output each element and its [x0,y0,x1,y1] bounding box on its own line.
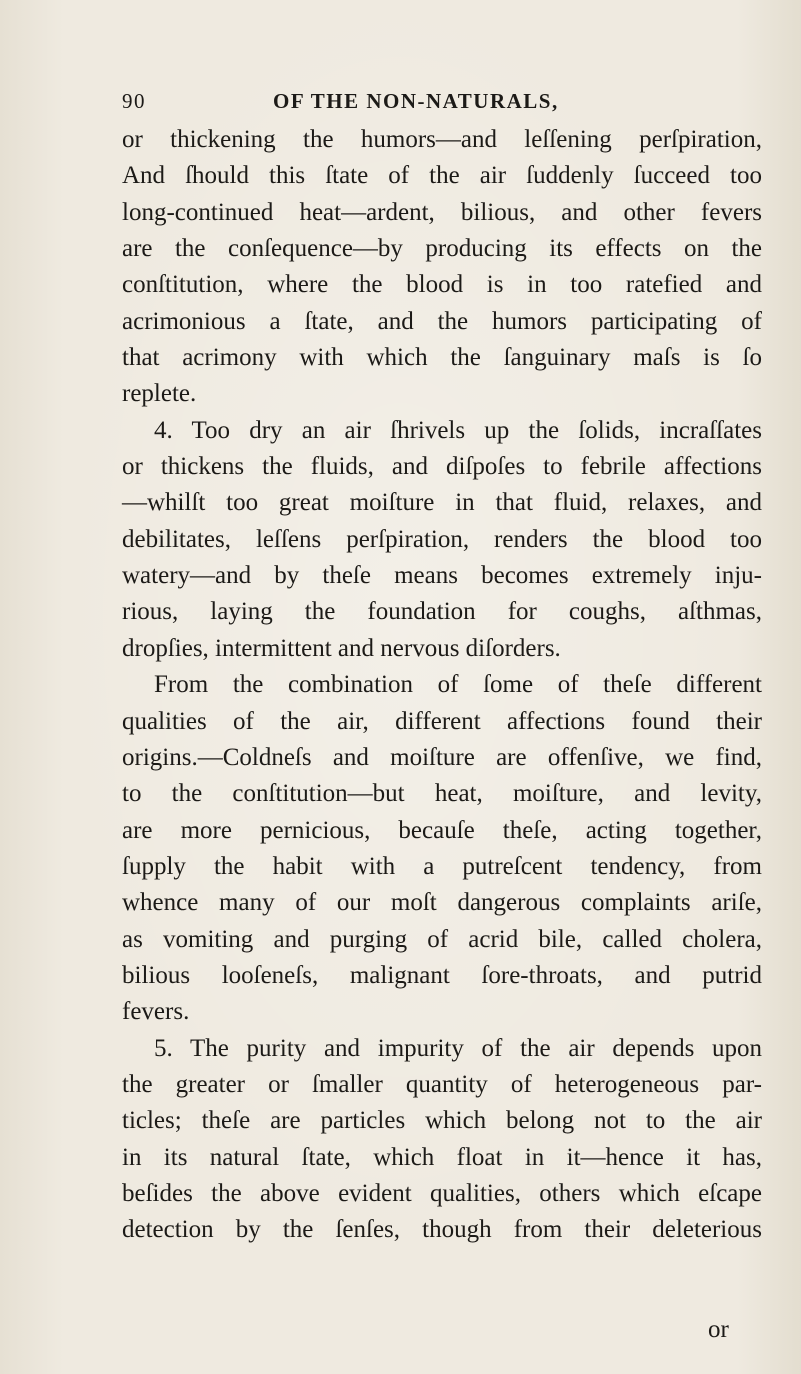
text-line: or thickening the humors—and leſſening perſpiration, [122,126,762,153]
catchword: or [708,1316,729,1343]
text-line: conſtitution, where the blood is in too ratefied and [122,271,762,299]
text-line: 5. The purity and impurity of the air depends upon [154,1034,762,1062]
text-line: beſides the above evident qualities, others which eſcape [122,1179,762,1207]
text-line: as vomiting and purging of acrid bile, called cholera, [122,925,762,953]
text-line: fevers. [122,998,190,1026]
text-line: bilious looſeneſs, malignant ſore-throats, and putrid [122,961,762,989]
text-line: the greater or ſmaller quantity of heterogeneous par- [122,1070,762,1098]
text-line: or thickens the fluids, and diſpoſes to febrile affections [122,453,762,481]
text-line: —whilſt too great moiſture in that fluid, relaxes, and [122,489,762,517]
text-line: rious, laying the foundation for coughs, aſthmas, [122,598,762,626]
text-line: 4. Too dry an air ſhrivels up the ſolids, incraſſates [154,416,762,444]
text-line: replete. [122,380,197,408]
text-line: long-continued heat—ardent, bilious, and other fevers [122,198,762,226]
running-head [122,89,742,121]
text-line: whence many of our moſt dangerous complaints ariſe, [122,889,762,917]
text-line: debilitates, leſſens perſpiration, renders the blood too [122,525,762,553]
text-line: And ſhould this ſtate of the air ſuddenly ſucceed too [122,162,762,190]
text-line: that acrimony with which the ſanguinary maſs is ſo [122,344,762,372]
text-line: are the conſequence—by producing its effects on the [122,235,762,263]
text-line: acrimonious a ſtate, and the humors participating of [122,307,762,335]
text-line: ſupply the habit with a putreſcent tendency, from [122,852,762,880]
text-line: watery—and by theſe means becomes extremely inju- [122,562,762,590]
text-line: dropſies, intermittent and nervous diſorders. [122,634,561,662]
body-text [122,122,762,1249]
page-number: 90 [122,89,146,113]
text-line: origins.—Coldneſs and moiſture are offenſive, we find, [122,743,762,771]
text-line: qualities of the air, different affections found their [122,707,762,735]
text-line: are more pernicious, becauſe theſe, acting together, [122,816,762,844]
text-line: From the combination of ſome of theſe different [154,671,762,699]
text-line: to the conſtitution—but heat, moiſture, and levity, [122,780,762,808]
text-line: detection by the ſenſes, though from their deleterious [122,1216,762,1244]
text-line: ticles; theſe are particles which belong not to the air [122,1107,762,1135]
text-line: in its natural ſtate, which float in it—hence it has, [122,1143,762,1171]
running-title: OF THE NON-NATURALS, [273,89,559,113]
